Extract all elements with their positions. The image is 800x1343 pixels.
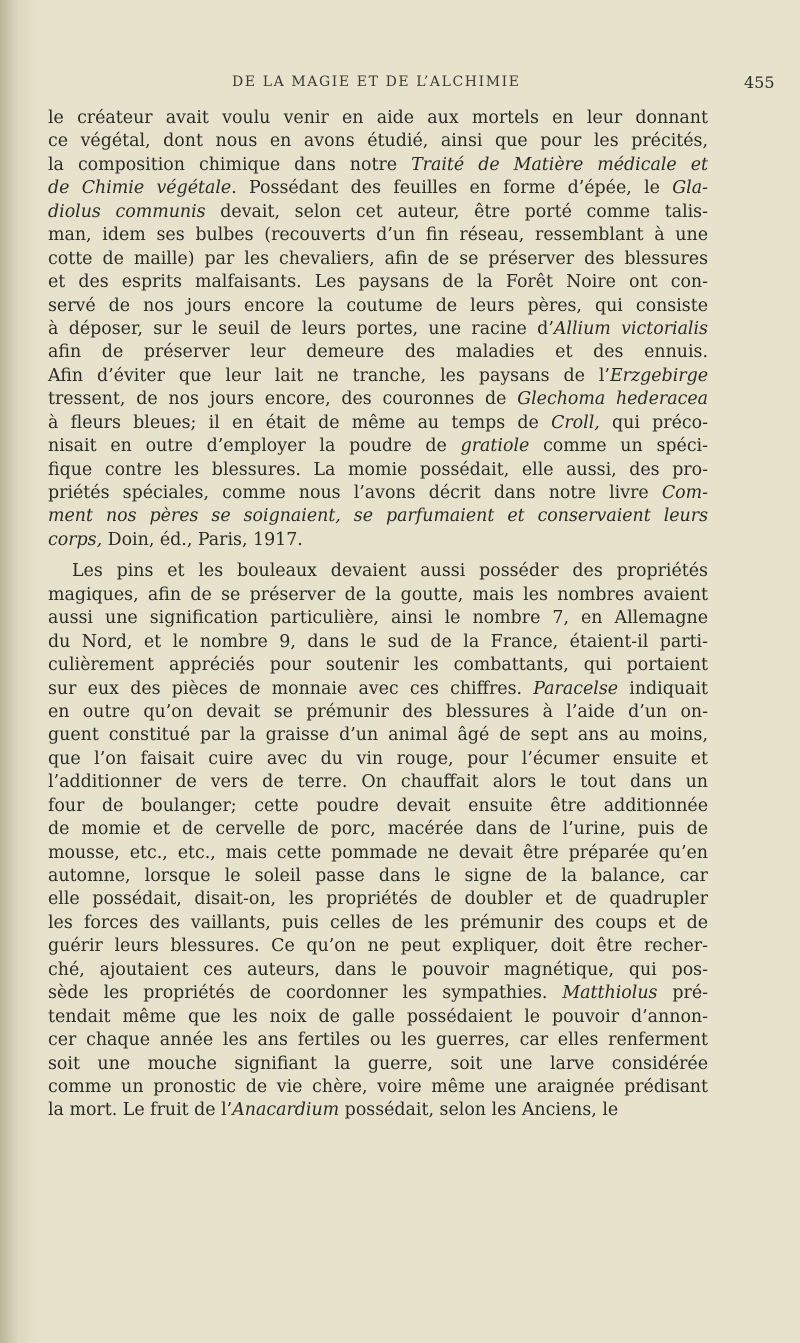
text-segment: servé de nos jours encore la coutume de leurs pères, qui consiste — [48, 295, 708, 316]
text-line — [48, 412, 708, 435]
text-line — [48, 935, 708, 958]
text-segment: de momie et de cervelle de porc, macérée dans de l’urine, puis de — [48, 819, 708, 840]
text-line — [48, 982, 708, 1005]
text-segment: les forces des vaillants, puis celles de les prémunir des coups et de — [48, 912, 708, 933]
text-segment: et des esprits malfaisants. Les paysans de la Forêt Noire ont con- — [48, 272, 708, 293]
text-line — [48, 607, 708, 630]
text-line — [48, 529, 708, 552]
text-line — [48, 459, 708, 482]
text-line — [48, 1099, 708, 1122]
text-segment: tressent, de nos jours encore, des couronnes de — [48, 389, 518, 410]
text-segment: culièrement appréciés pour soutenir les combattants, qui portaient — [48, 655, 708, 676]
italic-text: ment nos pères se soignaient, se parfumaient et conservaient leurs — [48, 506, 708, 527]
text-line — [48, 842, 708, 865]
text-line — [48, 248, 708, 271]
text-segment: four de boulanger; cette poudre devait ensuite être additionnée — [48, 795, 708, 816]
text-line — [48, 959, 708, 982]
text-segment: comme un pronostic de vie chère, voire même une araignée prédisant — [48, 1076, 708, 1097]
text-line — [48, 388, 708, 411]
text-segment: sède les propriétés de coordonner les sympathies. — [48, 983, 563, 1004]
text-line — [48, 678, 708, 701]
italic-text: corps, — [48, 529, 103, 550]
text-line — [48, 701, 708, 724]
italic-text: Croll, — [551, 412, 600, 433]
text-line — [48, 771, 708, 794]
text-segment: sur eux des pièces de monnaie avec ces chiffres. — [48, 678, 534, 699]
text-line — [48, 130, 708, 153]
text-line — [48, 560, 708, 583]
text-segment: automne, lorsque le soleil passe dans le signe de la balance, car — [48, 866, 708, 886]
text-segment: magiques, afin de se préserver de la goutte, mais les nombres avaient — [48, 584, 708, 605]
text-segment: . Possédant des feuilles en forme d’épée, le — [231, 178, 673, 199]
page-number: 455 — [744, 73, 775, 92]
text-segment: à fleurs bleues; il en était de même au temps de — [48, 412, 552, 433]
text-line — [48, 1053, 708, 1076]
text-line — [48, 482, 708, 505]
text-line — [48, 865, 708, 888]
text-segment: comme un spéci- — [529, 436, 708, 457]
text-segment: du Nord, et le nombre 9, dans le sud de la France, étaient-il parti- — [48, 631, 708, 652]
text-segment: que l’on faisait cuire avec du vin rouge, pour l’écumer ensuite et — [48, 748, 708, 769]
text-segment: la mort. Le fruit de l’ — [48, 1100, 233, 1121]
text-segment: la composition chimique dans notre — [48, 154, 412, 175]
text-line — [48, 795, 708, 818]
text-line — [48, 888, 708, 911]
text-segment: Doin, éd., Paris, 1917. — [102, 529, 303, 550]
text-line — [48, 365, 708, 388]
text-line — [48, 1076, 708, 1099]
text-segment: qui préco- — [599, 412, 708, 433]
italic-text: Anacardium — [232, 1100, 340, 1121]
text-segment: man, idem ses bulbes (recouverts d’un fin réseau, ressemblant à une — [48, 225, 708, 246]
text-segment: le créateur avait voulu venir en aide aux mortels en leur donnant — [48, 108, 708, 128]
italic-text: de Chimie végétale — [48, 178, 232, 199]
text-segment: Les pins et les bouleaux devaient aussi posséder des propriétés — [72, 561, 708, 582]
text-line — [48, 435, 708, 458]
text-segment: l’additionner de vers de terre. On chauffait alors le tout dans un — [48, 772, 708, 793]
text-segment: guérir leurs blessures. Ce qu’on ne peut expliquer, doit être recher- — [48, 936, 708, 957]
italic-text: diolus communis — [48, 201, 206, 222]
text-segment: indiquait — [618, 678, 708, 699]
text-line — [48, 654, 708, 677]
text-segment: pré- — [657, 983, 708, 1004]
text-line — [48, 154, 708, 177]
text-segment: elle possédait, disait-on, les propriétés de doubler et de quadrupler — [48, 889, 708, 910]
text-segment: à déposer, sur le seuil de leurs portes, une racine d’ — [48, 318, 554, 339]
text-segment: mousse, etc., etc., mais cette pommade ne devait être préparée qu’en — [48, 842, 708, 863]
text-line — [48, 224, 708, 247]
running-head — [0, 74, 800, 94]
text-line — [48, 584, 708, 607]
text-line — [48, 724, 708, 747]
italic-text: Erzgebirge — [609, 365, 708, 386]
text-line — [48, 177, 708, 200]
text-segment: possédait, selon les Anciens, le — [339, 1100, 619, 1121]
text-segment: fique contre les blessures. La momie possédait, elle aussi, des pro- — [48, 459, 708, 480]
italic-text: Traité de Matière médicale et — [411, 154, 708, 175]
italic-text: Gla- — [672, 178, 708, 199]
italic-text: Glechoma hederacea — [517, 389, 708, 410]
text-segment: nisait en outre d’employer la poudre de — [48, 436, 461, 457]
text-line — [48, 341, 708, 364]
text-segment: cer chaque année les ans fertiles ou les guerres, car elles renferment — [48, 1030, 708, 1051]
italic-text: Allium victorialis — [553, 318, 708, 339]
text-segment: guent constitué par la graisse d’un animal âgé de sept ans au moins, — [48, 725, 708, 746]
text-segment: aussi une signification particulière, ainsi le nombre 7, en Allemagne — [48, 608, 708, 629]
body-text — [48, 107, 708, 1123]
text-segment: ché, ajoutaient ces auteurs, dans le pouvoir magnétique, qui pos- — [48, 959, 708, 980]
text-segment: devait, selon cet auteur, être porté comme talis- — [205, 201, 708, 222]
text-line — [48, 1006, 708, 1029]
italic-text: Paracelse — [533, 678, 619, 699]
text-segment: tendait même que les noix de galle possédaient le pouvoir d’annon- — [48, 1006, 708, 1027]
italic-text: gratiole — [460, 436, 530, 457]
text-segment: soit une mouche signifiant la guerre, soit une larve considérée — [48, 1053, 708, 1074]
text-line — [48, 107, 708, 130]
text-line — [48, 912, 708, 935]
text-line — [48, 318, 708, 341]
italic-text: Matthiolus — [562, 983, 658, 1004]
text-line — [48, 1029, 708, 1052]
text-line — [48, 505, 708, 528]
text-segment: afin de préserver leur demeure des maladies et des ennuis. — [48, 342, 708, 363]
text-line — [48, 818, 708, 841]
text-segment: en outre qu’on devait se prémunir des blessures à l’aide d’un on- — [48, 701, 708, 722]
running-title: DE LA MAGIE ET DE L’ALCHIMIE — [232, 74, 521, 90]
text-line — [48, 631, 708, 654]
italic-text: Com- — [661, 483, 708, 503]
text-line — [48, 295, 708, 318]
text-segment: ce végétal, dont nous en avons étudié, ainsi que pour les précités, — [48, 131, 708, 152]
text-segment: priétés spéciales, comme nous l’avons décrit dans notre livre — [48, 483, 662, 503]
text-line — [48, 748, 708, 771]
text-line — [48, 271, 708, 294]
text-segment: cotte de maille) par les chevaliers, afin de se préserver des blessures — [48, 248, 708, 269]
text-segment: Afin d’éviter que leur lait ne tranche, les paysans de l’ — [48, 365, 610, 386]
text-line — [48, 201, 708, 224]
